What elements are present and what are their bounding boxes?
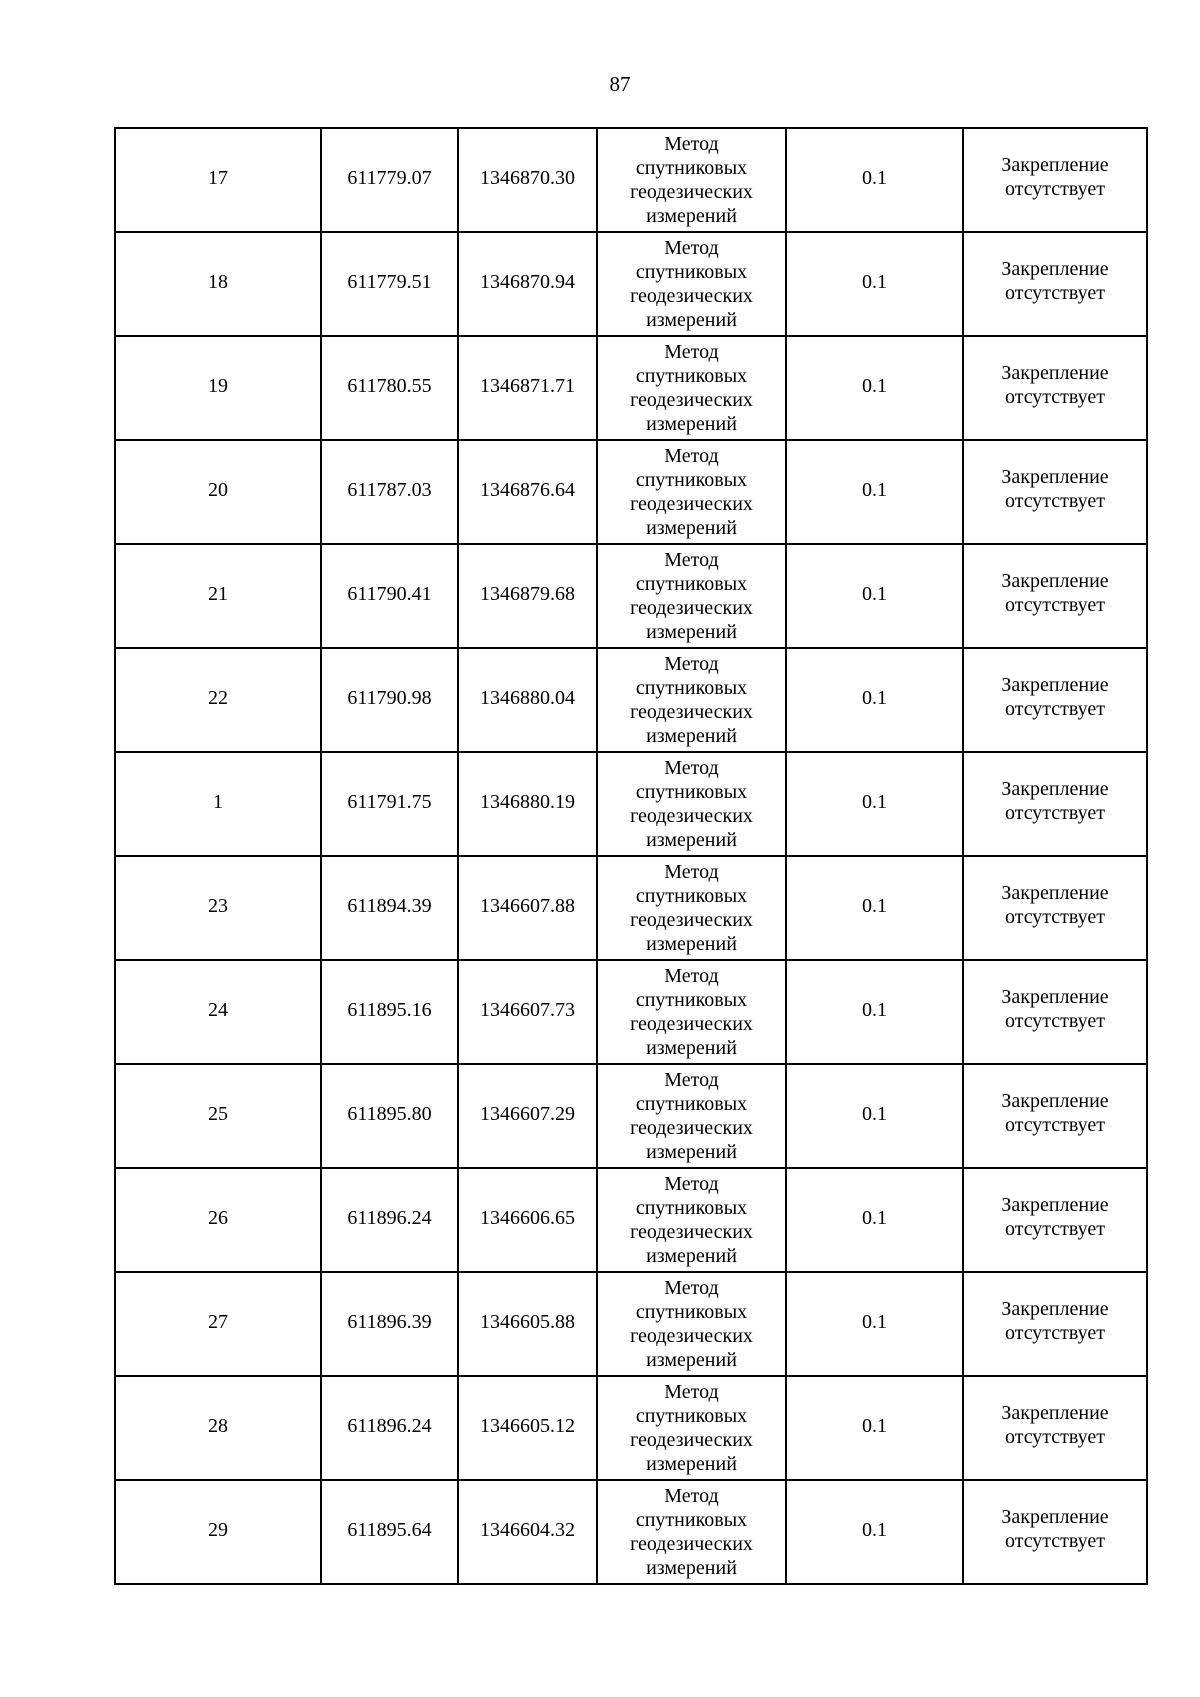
table-row xyxy=(115,648,1147,752)
coordinate-x-cell xyxy=(321,232,458,336)
table-row xyxy=(115,960,1147,1064)
coordinate-y-cell-text: 1346880.19 xyxy=(480,791,575,813)
fixation-cell-text: Закрепление отсутствует xyxy=(1001,154,1109,200)
coordinate-y-cell xyxy=(458,648,597,752)
coordinate-x-cell xyxy=(321,1376,458,1480)
point-number-cell-text: 17 xyxy=(208,167,228,189)
coordinate-y-cell-text: 1346605.88 xyxy=(480,1311,575,1333)
point-number-cell-text: 1 xyxy=(213,791,223,813)
fixation-cell-text: Закрепление отсутствует xyxy=(1001,1402,1109,1448)
accuracy-cell-text: 0.1 xyxy=(862,375,887,397)
point-number-cell xyxy=(115,960,321,1064)
fixation-cell-text: Закрепление отсутствует xyxy=(1001,674,1109,720)
coordinates-table xyxy=(114,127,1148,1585)
method-cell-text: Метод спутниковых геодезических измерений xyxy=(630,861,753,955)
page-number: 87 xyxy=(609,72,631,96)
method-cell xyxy=(597,1168,786,1272)
table-row xyxy=(115,1376,1147,1480)
table-row xyxy=(115,1168,1147,1272)
fixation-cell xyxy=(963,648,1147,752)
table-row xyxy=(115,752,1147,856)
fixation-cell xyxy=(963,1376,1147,1480)
fixation-cell-text: Закрепление отсутствует xyxy=(1001,1506,1109,1552)
coordinate-y-cell xyxy=(458,336,597,440)
coordinate-x-cell-text: 611780.55 xyxy=(347,375,432,397)
method-cell xyxy=(597,544,786,648)
point-number-cell xyxy=(115,648,321,752)
point-number-cell-text: 23 xyxy=(208,895,228,917)
coordinate-y-cell-text: 1346876.64 xyxy=(480,479,575,501)
accuracy-cell xyxy=(786,1168,963,1272)
accuracy-cell xyxy=(786,1272,963,1376)
point-number-cell xyxy=(115,128,321,232)
method-cell-text: Метод спутниковых геодезических измерений xyxy=(630,1277,753,1371)
coordinate-x-cell xyxy=(321,1064,458,1168)
point-number-cell-text: 21 xyxy=(208,583,228,605)
point-number-cell-text: 27 xyxy=(208,1311,228,1333)
coordinate-y-cell xyxy=(458,752,597,856)
coordinate-x-cell-text: 611787.03 xyxy=(347,479,432,501)
fixation-cell-text: Закрепление отсутствует xyxy=(1001,1090,1109,1136)
coordinate-y-cell xyxy=(458,1168,597,1272)
accuracy-cell xyxy=(786,1064,963,1168)
coordinate-x-cell-text: 611896.24 xyxy=(347,1415,432,1437)
coordinate-y-cell-text: 1346871.71 xyxy=(480,375,575,397)
method-cell-text: Метод спутниковых геодезических измерений xyxy=(630,341,753,435)
method-cell-text: Метод спутниковых геодезических измерений xyxy=(630,1173,753,1267)
coordinate-x-cell-text: 611895.80 xyxy=(347,1103,432,1125)
coordinate-y-cell xyxy=(458,232,597,336)
table-row xyxy=(115,128,1147,232)
point-number-cell-text: 22 xyxy=(208,687,228,709)
method-cell xyxy=(597,440,786,544)
fixation-cell-text: Закрепление отсутствует xyxy=(1001,258,1109,304)
point-number-cell xyxy=(115,544,321,648)
accuracy-cell xyxy=(786,648,963,752)
method-cell xyxy=(597,1480,786,1584)
method-cell-text: Метод спутниковых геодезических измерений xyxy=(630,549,753,643)
accuracy-cell xyxy=(786,544,963,648)
coordinates-table-body xyxy=(115,128,1147,1584)
accuracy-cell xyxy=(786,440,963,544)
accuracy-cell-text: 0.1 xyxy=(862,1519,887,1541)
coordinate-x-cell-text: 611791.75 xyxy=(347,791,432,813)
fixation-cell xyxy=(963,1272,1147,1376)
method-cell xyxy=(597,1272,786,1376)
fixation-cell xyxy=(963,544,1147,648)
point-number-cell-text: 20 xyxy=(208,479,228,501)
point-number-cell xyxy=(115,856,321,960)
fixation-cell-text: Закрепление отсутствует xyxy=(1001,570,1109,616)
coordinate-x-cell-text: 611779.07 xyxy=(347,167,432,189)
coordinate-y-cell-text: 1346879.68 xyxy=(480,583,575,605)
point-number-cell-text: 18 xyxy=(208,271,228,293)
method-cell xyxy=(597,128,786,232)
method-cell xyxy=(597,232,786,336)
table-row xyxy=(115,440,1147,544)
coordinate-x-cell xyxy=(321,1272,458,1376)
method-cell xyxy=(597,336,786,440)
coordinate-x-cell-text: 611790.41 xyxy=(347,583,432,605)
coordinate-y-cell-text: 1346604.32 xyxy=(480,1519,575,1541)
accuracy-cell xyxy=(786,960,963,1064)
accuracy-cell-text: 0.1 xyxy=(862,999,887,1021)
point-number-cell xyxy=(115,336,321,440)
method-cell xyxy=(597,648,786,752)
accuracy-cell xyxy=(786,1376,963,1480)
point-number-cell-text: 28 xyxy=(208,1415,228,1437)
coordinate-x-cell xyxy=(321,960,458,1064)
fixation-cell-text: Закрепление отсутствует xyxy=(1001,1298,1109,1344)
fixation-cell xyxy=(963,856,1147,960)
point-number-cell-text: 29 xyxy=(208,1519,228,1541)
fixation-cell xyxy=(963,232,1147,336)
coordinate-x-cell-text: 611896.39 xyxy=(347,1311,432,1333)
accuracy-cell xyxy=(786,856,963,960)
point-number-cell xyxy=(115,232,321,336)
coordinate-x-cell xyxy=(321,440,458,544)
coordinate-x-cell-text: 611895.16 xyxy=(347,999,432,1021)
point-number-cell-text: 24 xyxy=(208,999,228,1021)
coordinate-y-cell-text: 1346606.65 xyxy=(480,1207,575,1229)
method-cell-text: Метод спутниковых геодезических измерений xyxy=(630,1069,753,1163)
coordinate-x-cell-text: 611896.24 xyxy=(347,1207,432,1229)
coordinate-y-cell-text: 1346605.12 xyxy=(480,1415,575,1437)
fixation-cell xyxy=(963,128,1147,232)
table-row xyxy=(115,336,1147,440)
coordinate-x-cell-text: 611790.98 xyxy=(347,687,432,709)
coordinate-x-cell xyxy=(321,544,458,648)
fixation-cell xyxy=(963,440,1147,544)
fixation-cell xyxy=(963,1064,1147,1168)
point-number-cell xyxy=(115,440,321,544)
fixation-cell-text: Закрепление отсутствует xyxy=(1001,882,1109,928)
accuracy-cell-text: 0.1 xyxy=(862,895,887,917)
accuracy-cell xyxy=(786,128,963,232)
method-cell-text: Метод спутниковых геодезических измерений xyxy=(630,237,753,331)
coordinate-y-cell xyxy=(458,856,597,960)
point-number-cell xyxy=(115,1376,321,1480)
table-row xyxy=(115,1272,1147,1376)
fixation-cell xyxy=(963,336,1147,440)
fixation-cell xyxy=(963,1168,1147,1272)
method-cell-text: Метод спутниковых геодезических измерений xyxy=(630,965,753,1059)
table-row xyxy=(115,544,1147,648)
accuracy-cell-text: 0.1 xyxy=(862,479,887,501)
method-cell xyxy=(597,960,786,1064)
fixation-cell-text: Закрепление отсутствует xyxy=(1001,466,1109,512)
accuracy-cell-text: 0.1 xyxy=(862,1207,887,1229)
method-cell-text: Метод спутниковых геодезических измерений xyxy=(630,757,753,851)
fixation-cell-text: Закрепление отсутствует xyxy=(1001,986,1109,1032)
accuracy-cell-text: 0.1 xyxy=(862,791,887,813)
coordinate-x-cell xyxy=(321,1480,458,1584)
coordinate-x-cell xyxy=(321,856,458,960)
method-cell xyxy=(597,856,786,960)
method-cell-text: Метод спутниковых геодезических измерений xyxy=(630,1485,753,1579)
coordinate-y-cell xyxy=(458,1376,597,1480)
fixation-cell xyxy=(963,752,1147,856)
method-cell xyxy=(597,1064,786,1168)
fixation-cell-text: Закрепление отсутствует xyxy=(1001,362,1109,408)
coordinate-x-cell xyxy=(321,648,458,752)
method-cell-text: Метод спутниковых геодезических измерений xyxy=(630,445,753,539)
coordinate-y-cell-text: 1346607.88 xyxy=(480,895,575,917)
accuracy-cell-text: 0.1 xyxy=(862,1103,887,1125)
accuracy-cell xyxy=(786,232,963,336)
accuracy-cell-text: 0.1 xyxy=(862,687,887,709)
fixation-cell-text: Закрепление отсутствует xyxy=(1001,778,1109,824)
point-number-cell xyxy=(115,1064,321,1168)
coordinate-y-cell xyxy=(458,128,597,232)
coordinate-y-cell-text: 1346870.94 xyxy=(480,271,575,293)
point-number-cell-text: 25 xyxy=(208,1103,228,1125)
method-cell xyxy=(597,752,786,856)
coordinate-x-cell xyxy=(321,752,458,856)
point-number-cell xyxy=(115,752,321,856)
coordinate-x-cell-text: 611894.39 xyxy=(347,895,432,917)
point-number-cell xyxy=(115,1168,321,1272)
table-row xyxy=(115,232,1147,336)
coordinate-y-cell xyxy=(458,960,597,1064)
coordinate-y-cell xyxy=(458,1064,597,1168)
accuracy-cell-text: 0.1 xyxy=(862,1311,887,1333)
accuracy-cell xyxy=(786,336,963,440)
point-number-cell xyxy=(115,1272,321,1376)
coordinate-x-cell xyxy=(321,128,458,232)
coordinate-y-cell xyxy=(458,544,597,648)
coordinate-x-cell-text: 611779.51 xyxy=(347,271,432,293)
accuracy-cell xyxy=(786,1480,963,1584)
fixation-cell-text: Закрепление отсутствует xyxy=(1001,1194,1109,1240)
table-row xyxy=(115,1480,1147,1584)
table-row xyxy=(115,1064,1147,1168)
fixation-cell xyxy=(963,960,1147,1064)
accuracy-cell-text: 0.1 xyxy=(862,1415,887,1437)
coordinate-y-cell-text: 1346607.73 xyxy=(480,999,575,1021)
point-number-cell-text: 19 xyxy=(208,375,228,397)
coordinate-y-cell xyxy=(458,1272,597,1376)
method-cell-text: Метод спутниковых геодезических измерений xyxy=(630,133,753,227)
accuracy-cell-text: 0.1 xyxy=(862,167,887,189)
coordinate-y-cell xyxy=(458,440,597,544)
table-row xyxy=(115,856,1147,960)
accuracy-cell-text: 0.1 xyxy=(862,271,887,293)
coordinate-x-cell xyxy=(321,336,458,440)
fixation-cell xyxy=(963,1480,1147,1584)
method-cell-text: Метод спутниковых геодезических измерений xyxy=(630,653,753,747)
coordinate-y-cell xyxy=(458,1480,597,1584)
coordinate-x-cell xyxy=(321,1168,458,1272)
accuracy-cell xyxy=(786,752,963,856)
coordinate-y-cell-text: 1346607.29 xyxy=(480,1103,575,1125)
method-cell-text: Метод спутниковых геодезических измерений xyxy=(630,1381,753,1475)
coordinate-x-cell-text: 611895.64 xyxy=(347,1519,432,1541)
accuracy-cell-text: 0.1 xyxy=(862,583,887,605)
method-cell xyxy=(597,1376,786,1480)
point-number-cell-text: 26 xyxy=(208,1207,228,1229)
point-number-cell xyxy=(115,1480,321,1584)
coordinate-y-cell-text: 1346880.04 xyxy=(480,687,575,709)
coordinate-y-cell-text: 1346870.30 xyxy=(480,167,575,189)
